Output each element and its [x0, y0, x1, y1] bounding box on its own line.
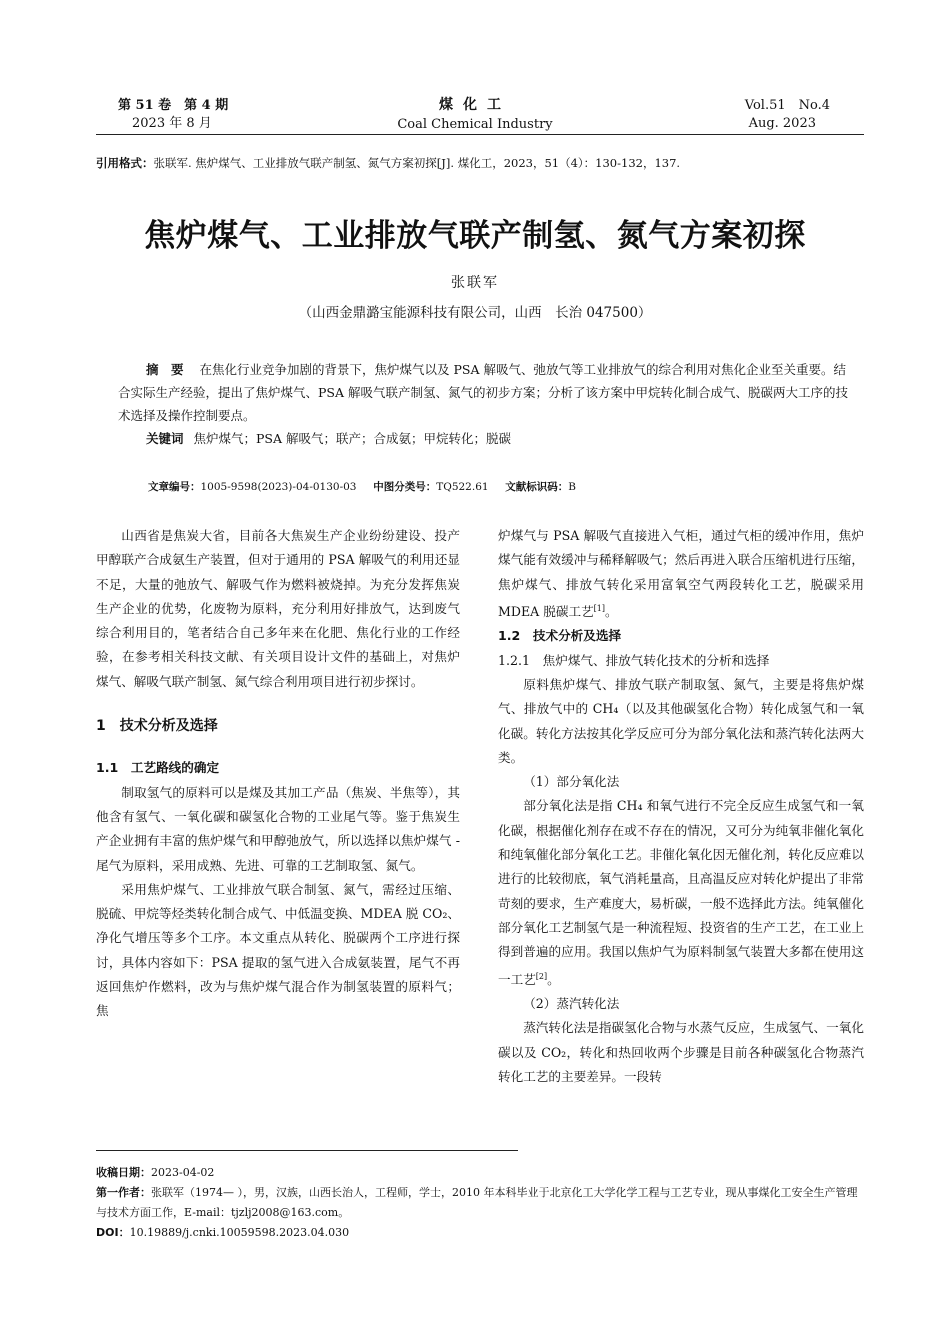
paragraph [498, 524, 864, 624]
paragraph [498, 794, 864, 992]
paragraph: 制取氢气的原料可以是煤及其加工产品（焦炭、半焦等），其他含有氢气、一氧化碳和碳氢化合物的工业尾气等。鉴于焦炭生产企业拥有丰富的焦炉煤气和甲醇弛放气，所以选择以焦炉煤气 - 尾气为原料，采用成熟、先进、可靠的工艺制取氢、氮气。 [96, 784, 460, 873]
subsection-heading: 1.2 技术分析及选择 [498, 628, 622, 644]
author-affiliation: （山西金鼎潞宝能源科技有限公司，山西 长治 047500） [298, 305, 652, 321]
paragraph: 原料焦炉煤气、排放气联产制取氢、氮气，主要是将焦炉煤气、排放气中的 CH₄（以及其他碳氢化合物）转化成氢气和一氧化碳。转化方法按其化学反应可分为部分氧化法和蒸汽转化法两大类。 [498, 676, 864, 765]
volume-issue-en: Vol.51 No.4 [744, 98, 830, 113]
doi-line [96, 1223, 864, 1243]
keywords-label: 关键词 [146, 431, 184, 446]
citation-text: 张联军. 焦炉煤气、工业排放气联产制氢、氮气方案初探[J]. 煤化工，2023，51（4）：130-132，137. [153, 156, 681, 170]
citation-format [96, 155, 680, 171]
header-rule [96, 134, 864, 135]
paragraph-text: 炉煤气与 PSA 解吸气直接进入气柜，通过气柜的缓冲作用，焦炉煤气能有效缓冲与稀释解吸气；然后再进入联合压缩机进行压缩，焦炉煤气、排放气转化采用富氧空气两段转化工艺，脱碳采用 MDEA 脱碳工艺 [498, 528, 864, 620]
paragraph-end: 。 [547, 971, 560, 987]
journal-name-en: Coal Chemical Industry [397, 117, 553, 132]
doc-code-label: 文献标识码： [505, 481, 569, 493]
paper-author: 张联军 [451, 275, 499, 291]
footnote-rule [96, 1150, 518, 1151]
abstract-text: 在焦化行业竞争加剧的背景下，焦炉煤气以及 PSA 解吸气、弛放气等工业排放气的综合利用对焦化企业至关重要。结合实际生产经验，提出了焦炉煤气、PSA 解吸气联产制氢、氮气的初步方案；分析了该方案中甲烷转化制合成气、脱碳两大工序的技术选择及操作控制要点。 [118, 362, 848, 423]
body-right-column [498, 524, 864, 1089]
method-heading: （1）部分氧化法 [523, 774, 620, 790]
volume-issue: 第 51 卷 第 4 期 [118, 98, 229, 113]
paragraph-text: 部分氧化法是指 CH₄ 和氧气进行不完全反应生成氢气和一氧化碳，根据催化剂存在或不存在的情况，又可分为纯氧非催化氧化和纯氧催化部分氧化工艺。非催化氧化因无催化剂，转化反应难以进行的比较彻底，氧气消耗量高，且高温反应对转化炉提出了非常苛刻的要求，生产难度大，易析碳，一般不选择此方法。纯氧催化部分氧化工艺制氢气是一种流程短、投资省的生产工艺，在工业上得到普遍的应用。我国以焦炉气为原料制氢气装置大多都在使用这一工艺 [498, 798, 864, 987]
reference-marker[interactable]: [1] [593, 603, 606, 613]
doi-label: DOI： [96, 1226, 130, 1239]
section-heading: 1 技术分析及选择 [96, 718, 218, 735]
body-left-column [96, 524, 460, 1024]
issue-date-en: Aug. 2023 [748, 116, 816, 131]
subsection-heading: 1.1 工艺路线的确定 [96, 760, 220, 776]
first-author-line [96, 1183, 864, 1223]
citation-label: 引用格式： [96, 156, 154, 170]
method-heading: （2）蒸汽转化法 [523, 996, 620, 1012]
journal-name-cn: 煤化工 [439, 97, 511, 113]
first-author-label: 第一作者： [96, 1186, 151, 1199]
doi-link[interactable]: 10.19889/j.cnki.10059598.2023.04.030 [129, 1226, 350, 1239]
received-label: 收稿日期： [96, 1166, 151, 1179]
article-info [148, 479, 576, 495]
keywords-text: 焦炉煤气；PSA 解吸气；联产；合成氨；甲烷转化；脱碳 [193, 431, 511, 446]
clc-number: TQ522.61 [436, 481, 489, 493]
abstract-label: 摘 要 [146, 362, 184, 377]
subsubsection-heading: 1.2.1 焦炉煤气、排放气转化技术的分析和选择 [498, 652, 770, 668]
reference-marker[interactable]: [2] [535, 971, 548, 981]
footnote [96, 1163, 864, 1243]
paper-title: 焦炉煤气、工业排放气联产制氢、氮气方案初探 [144, 218, 806, 254]
received-date: 2023-04-02 [151, 1166, 215, 1179]
doc-code: B [568, 481, 576, 493]
received-date-line [96, 1163, 864, 1183]
keywords [146, 429, 846, 449]
first-author-info: 张联军（1974— ），男，汉族，山西长治人，工程师，学士，2010 年本科毕业于北京化工大学化学工程与工艺专业，现从事煤化工安全生产管理与技术方面工作，E-mail：tjzlj2008@163.com。 [96, 1186, 858, 1219]
paragraph: 山西省是焦炭大省，目前各大焦炭生产企业纷纷建设、投产甲醇联产合成氨生产装置，但对于通用的 PSA 解吸气的利用还显不足，大量的弛放气、解吸气作为燃料被烧掉。为充分发挥焦炭生产企业的优势，化废物为原料，充分利用好排放气，达到废气综合利用目的，笔者结合自己多年来在化肥、焦化行业的工作经验，在参考相关科技文献、有关项目设计文件的基础上，对焦炉煤气、解吸气联产制氢、氮气综合利用项目进行初步探讨。 [96, 528, 460, 689]
issue-date: 2023 年 8 月 [132, 116, 212, 131]
journal-issue-info-en [745, 97, 830, 133]
article-no: 1005-9598(2023)-04-0130-03 [200, 481, 357, 493]
abstract [118, 358, 850, 427]
clc-label: 中图分类号： [373, 481, 437, 493]
paragraph-end: 。 [605, 604, 618, 620]
article-no-label: 文章编号： [148, 481, 201, 493]
paragraph: 蒸汽转化法是指碳氢化合物与水蒸气反应，生成氢气、一氧化碳以及 CO₂，转化和热回收两个步骤是目前各种碳氢化合物蒸汽转化工艺的主要差异。一段转 [498, 1020, 864, 1084]
paragraph: 采用焦炉煤气、工业排放气联合制氢、氮气，需经过压缩、脱硫、甲烷等烃类转化制合成气、中低温变换、MDEA 脱 CO₂、净化气增压等多个工序。本文重点从转化、脱碳两个工序进行探讨，具体内容如下：PSA 提取的氢气进入合成氨装置，尾气不再返回焦炉作燃料，改为与焦炉煤气混合作为制氢装置的原料气；焦 [96, 881, 460, 1019]
